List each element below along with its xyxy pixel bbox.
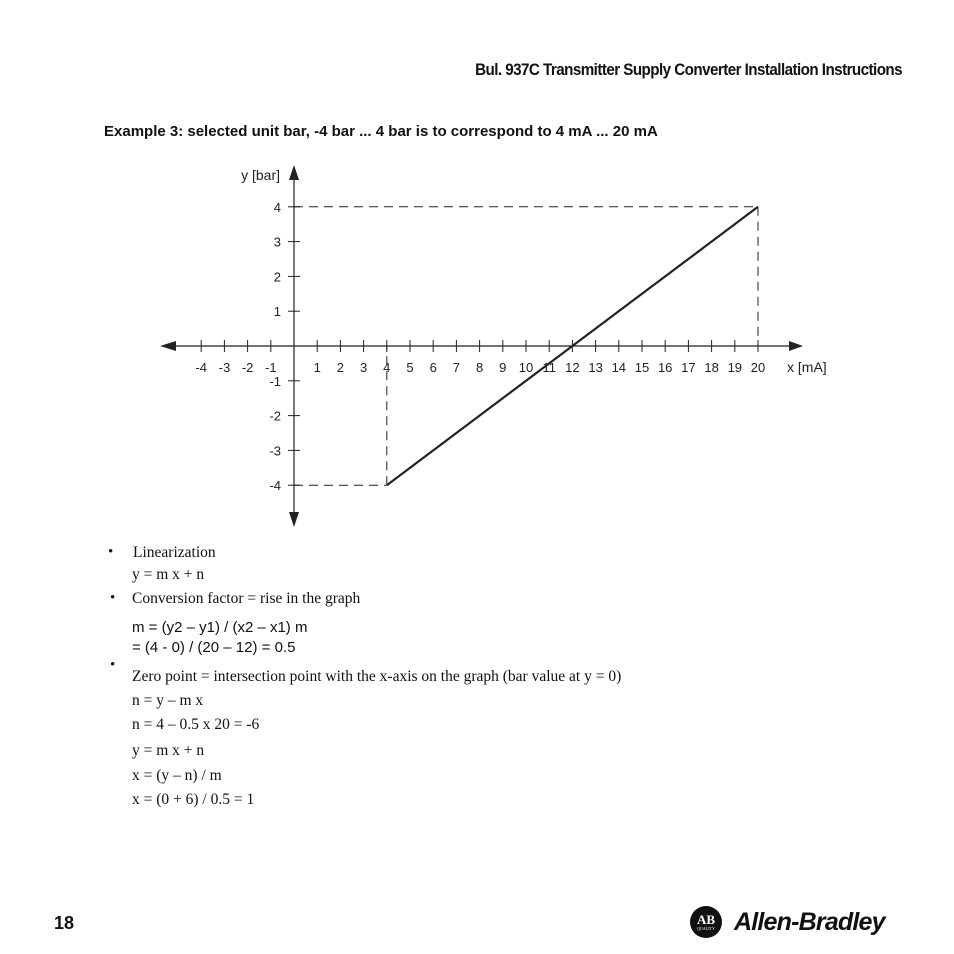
y-tick-label: -4 — [269, 478, 281, 494]
x-tick-label: 12 — [565, 360, 580, 375]
n-value: n = 4 – 0.5 x 20 = -6 — [132, 716, 260, 733]
x-tick-label: 18 — [704, 360, 719, 375]
x-axis-arrow-right — [789, 341, 803, 351]
logo-text: AB — [696, 912, 716, 927]
x-tick-label: 7 — [452, 360, 461, 375]
y-axis-arrow-up — [289, 165, 299, 180]
x-value: x = (0 + 6) / 0.5 = 1 — [132, 791, 255, 808]
y-axis-label: y [bar] — [241, 167, 280, 183]
x-tick-label: -2 — [241, 360, 254, 375]
x-tick-label: 3 — [359, 360, 368, 375]
x-tick-label: 4 — [383, 360, 391, 375]
y-tick-label: 4 — [273, 199, 281, 215]
x-tick-label: 13 — [588, 360, 603, 375]
brand-name: Allen-Bradley — [734, 907, 885, 936]
y-tick-label: 3 — [273, 234, 281, 250]
x-axis-arrow-left — [160, 341, 176, 351]
page-number: 18 — [54, 913, 75, 933]
x-tick-label: 10 — [518, 360, 534, 375]
brand — [690, 906, 885, 938]
x-tick-label: 16 — [657, 360, 673, 375]
x-tick-label: 11 — [542, 360, 556, 375]
y-tick-label: -1 — [269, 373, 281, 389]
x-tick-label: 8 — [475, 360, 484, 375]
header-title: Bul. 937C Transmitter Supply Converter Installation Instructions — [475, 61, 902, 79]
x-tick-label: 17 — [681, 360, 696, 375]
y-tick-label: -2 — [269, 408, 281, 424]
y-axis-arrow-down — [289, 512, 299, 527]
conversion-label: Conversion factor = rise in the graph — [132, 590, 361, 607]
x-tick-label: 15 — [634, 360, 650, 375]
logo-subtext: QUALITY — [697, 926, 715, 931]
x-tick-label: 1 — [313, 360, 321, 375]
y-tick-label: -3 — [269, 443, 281, 459]
m-value: = (4 - 0) / (20 – 12) = 0.5 — [132, 639, 296, 656]
bullet-zero-point: • — [110, 657, 116, 673]
y-tick-label: 1 — [273, 304, 281, 320]
x-tick-label: -1 — [265, 360, 277, 375]
linearization-label: Linearization — [133, 544, 216, 561]
x-tick-label: 2 — [336, 360, 345, 375]
bullet-conversion: • — [110, 590, 116, 606]
ab-logo-icon — [690, 906, 722, 938]
x-tick-label: 20 — [750, 360, 766, 375]
m-formula: m = (y2 – y1) / (x2 – x1) m — [132, 619, 308, 636]
zero-point-label: Zero point = intersection point with the x-axis on the graph (bar value at y = 0) — [132, 668, 622, 685]
x-tick-label: 19 — [727, 360, 743, 375]
y-formula: y = m x + n — [132, 742, 205, 759]
x-axis-label: x [mA] — [787, 359, 827, 375]
linearization-formula: y = m x + n — [132, 566, 205, 583]
x-tick-label: 6 — [429, 360, 437, 375]
x-tick-label: -4 — [195, 360, 207, 375]
example-title: Example 3: selected unit bar, -4 bar ... 4 bar is to correspond to 4 mA ... 20 mA — [104, 123, 658, 140]
n-formula: n = y – m x — [132, 692, 204, 709]
x-tick-label: 9 — [499, 360, 507, 375]
bullet-linearization: • — [108, 544, 114, 560]
x-tick-label: 5 — [406, 360, 414, 375]
x-tick-label: -3 — [218, 360, 231, 375]
y-tick-label: 2 — [273, 269, 281, 285]
x-formula: x = (y – n) / m — [132, 767, 222, 784]
x-tick-label: 14 — [611, 360, 627, 375]
